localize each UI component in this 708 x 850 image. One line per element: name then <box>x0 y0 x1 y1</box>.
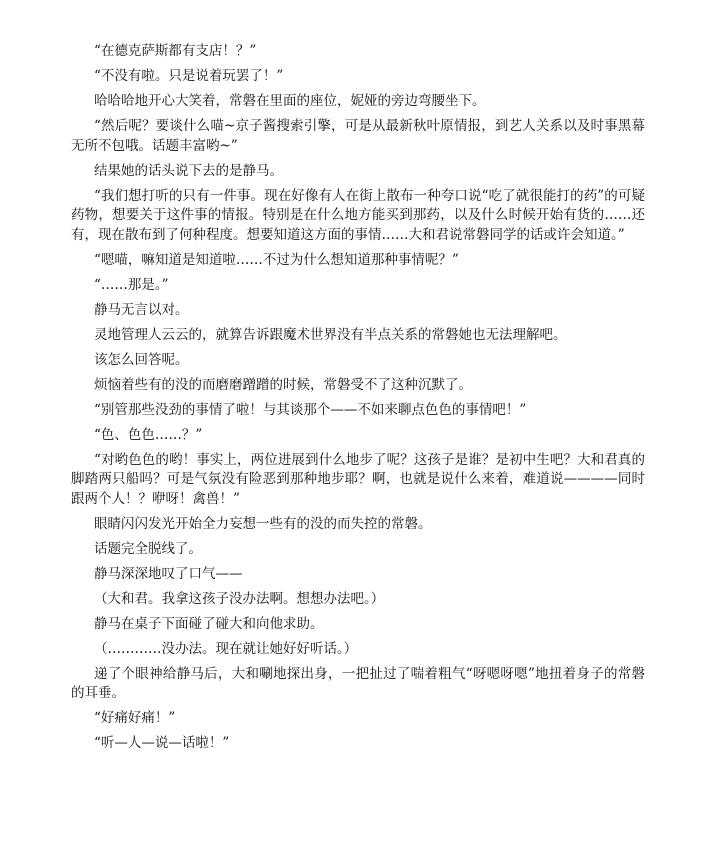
paragraph: “我们想打听的只有一件事。现在好像有人在街上散布一种夸口说“吃了就很能打的药”的可疑药物，想要关于这件事的情报。特别是在什么地方能买到那药，以及什么时候开始有货的……还有，现在散布到了何种程度。想要知道这方面的事情……大和君说常磐同学的话或许会知道。” <box>71 187 645 243</box>
paragraph: “别管那些没劲的事情了啦！与其谈那个——不如来聊点色色的事情吧！” <box>94 401 527 418</box>
paragraph: “不没有啦。只是说着玩罢了！” <box>94 68 284 84</box>
paragraph: “对哟色色的哟！事实上，两位进展到什么地步了呢？这孩子是谁？是初中生吧？大和君真的脚踏两只船吗？可是气氛没有险恶到那种地步耶？啊，也就是说什么来着，难道说————同时跟两个人！？咿呀！禽兽！” <box>71 451 645 507</box>
paragraph: “听—人—说—话啦！” <box>94 735 230 751</box>
paragraph: 灵地管理人云云的，就算告诉跟魔术世界没有半点关系的常磐她也无法理解吧。 <box>94 326 567 343</box>
paragraph: 眼睛闪闪发光开始全力妄想一些有的没的而失控的常磐。 <box>94 515 432 532</box>
paragraph: “嗯喵，嘛知道是知道啦……不过为什么想知道那种事情呢？” <box>94 251 459 268</box>
paragraph: 烦恼着些有的没的而磨磨蹭蹭的时候，常磐受不了这种沉默了。 <box>94 376 472 393</box>
paragraph: 静马无言以对。 <box>94 301 189 318</box>
paragraph: 静马在桌子下面碰了碰大和向他求助。 <box>94 615 324 632</box>
paragraph: 哈哈哈地开心大笑着，常磐在里面的座位，妮娅的旁边弯腰坐下。 <box>94 93 486 109</box>
text-column <box>71 42 645 759</box>
paragraph: （大和君。我拿这孩子没办法啊。想想办法吧。） <box>94 590 385 607</box>
paragraph: 递了个眼神给静马后，大和唰地探出身，一把扯过了喘着粗气“呀嗯呀嗯”地扭着身子的常磐的耳垂。 <box>71 665 645 701</box>
paragraph: “在德克萨斯都有支店！？” <box>94 43 257 59</box>
paragraph: “……那是。” <box>94 276 169 293</box>
paragraph: 结果她的话头说下去的是静马。 <box>94 162 283 179</box>
paragraph: （…………没办法。现在就让她好好听话。） <box>94 640 358 657</box>
paragraph: 话题完全脱线了。 <box>94 540 202 557</box>
paragraph: “好痛好痛！” <box>94 710 176 726</box>
paragraph: “色、色色……？” <box>94 426 203 443</box>
paragraph: “然后呢？要谈什么喵~京子酱搜索引擎，可是从最新秋叶原情报，到艺人关系以及时事黑幕无所不包哦。话题丰富哟~” <box>71 118 645 154</box>
paragraph: 静马深深地叹了口气—— <box>94 565 243 582</box>
paragraph: 该怎么回答呢。 <box>94 351 189 368</box>
